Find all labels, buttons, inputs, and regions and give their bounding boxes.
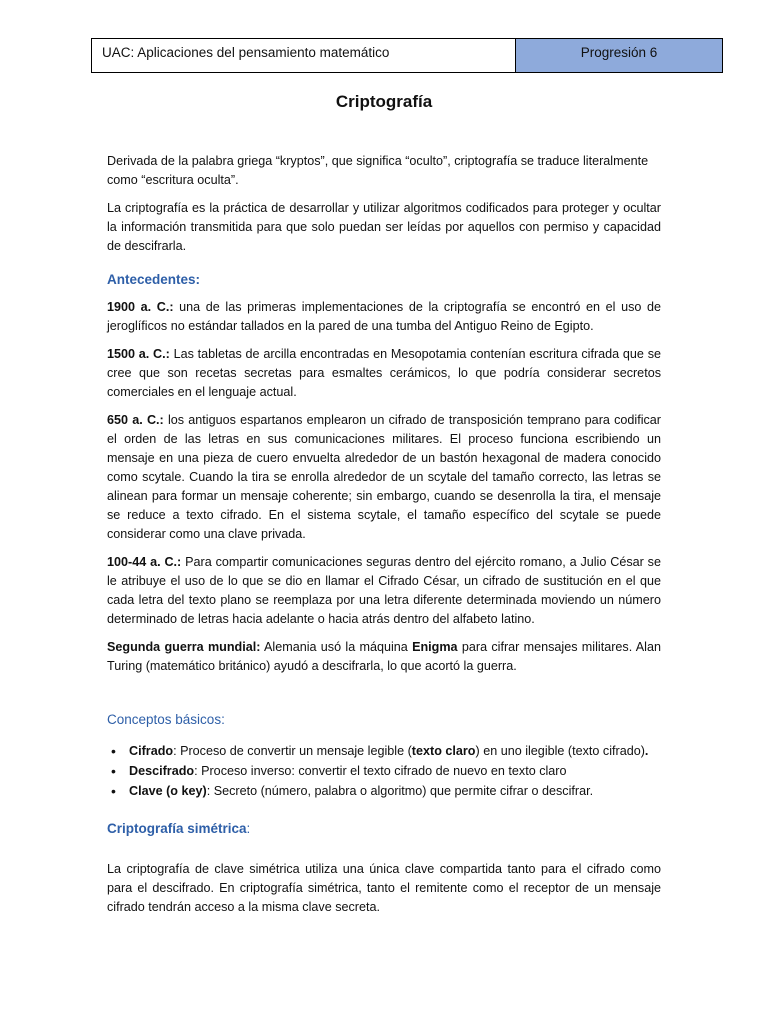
list-item <box>129 741 661 761</box>
antecedentes-heading: Antecedentes: <box>107 272 201 287</box>
conceptos-list <box>107 741 661 801</box>
ww2-text-after: para cifrar mensajes militares. Alan Turing (matemático británico) ayudó a descifrarla, lo que acortó la guerra. <box>107 640 661 673</box>
conceptos-heading: Conceptos básicos: <box>107 712 225 727</box>
antecedente-1900 <box>107 298 661 336</box>
antecedente-650 <box>107 411 661 544</box>
date-label: 650 a. C.: <box>107 413 164 427</box>
concept-text-b: ) en uno ilegible (texto cifrado) <box>475 744 645 758</box>
intro-paragraph-1: Derivada de la palabra griega “kryptos”, que significa “oculto”, criptografía se traduce literalmente como “escritura oculta”. <box>107 154 649 187</box>
header-table <box>91 38 723 73</box>
simetrica-heading-colon: : <box>246 821 251 836</box>
date-label: 100-44 a. C.: <box>107 555 182 569</box>
enigma-term: Enigma <box>412 640 458 654</box>
simetrica-paragraph: La criptografía de clave simétrica utiliza una única clave compartida tanto para el cifrado como para el descifrado. En criptografía simétrica, tanto el remitente como el receptor de un mensaje cifrado tendrán acceso a la misma clave secreta. <box>107 862 661 914</box>
antecedente-100-44 <box>107 553 661 629</box>
concept-text: : Secreto (número, palabra o algoritmo) que permite cifrar o descifrar. <box>206 784 594 798</box>
antecedente-ww2 <box>107 638 661 676</box>
antecedente-text: Las tabletas de arcilla encontradas en Mesopotamia contenían escritura cifrada que se cree que son recetas secretas para esmaltes cerámicos, lo que podría considerar secretos comerciales en el lenguaje actual. <box>107 347 661 399</box>
uac-cell: UAC: Aplicaciones del pensamiento matemático <box>92 39 516 72</box>
concept-text: : Proceso de convertir un mensaje legible ( <box>173 744 412 758</box>
antecedente-1500 <box>107 345 661 402</box>
date-label: Segunda guerra mundial: <box>107 640 261 654</box>
simetrica-heading-text: Criptografía simétrica <box>107 821 247 836</box>
antecedente-text: una de las primeras implementaciones de la criptografía se encontró en el uso de jeroglíficos no estándar tallados en la pared de una tumba del Antiguo Reino de Egipto. <box>107 300 661 333</box>
concept-term: Clave (o key) <box>129 784 207 798</box>
intro-paragraph-2: La criptografía es la práctica de desarrollar y utilizar algoritmos codificados para proteger y ocultar la información transmitida para que solo puedan ser leídas por aquellos con permiso y capacidad de descifrarla. <box>107 201 661 253</box>
concept-text: : Proceso inverso: convertir el texto cifrado de nuevo en texto claro <box>194 764 567 778</box>
concept-bold: texto claro <box>411 744 476 758</box>
simetrica-heading <box>107 819 661 838</box>
list-item <box>129 781 661 801</box>
document-body <box>107 152 661 926</box>
page-title: Criptografía <box>335 92 433 111</box>
antecedente-text: Para compartir comunicaciones seguras dentro del ejército romano, a Julio César se le atribuye el uso de lo que se dio en llamar el Cifrado César, un cifrado de sustitución en el que cada letra del texto plano se reemplaza por una letra diferente determinada moviendo un número determinado de letras hacia adelante o hacia atrás dentro del alfabeto latino. <box>107 555 661 626</box>
ww2-text-before: Alemania usó la máquina <box>260 640 413 654</box>
date-label: 1900 a. C.: <box>107 300 174 314</box>
date-label: 1500 a. C.: <box>107 347 170 361</box>
progression-cell: Progresión 6 <box>516 39 722 72</box>
concept-end: . <box>644 744 649 758</box>
antecedente-text: los antiguos espartanos emplearon un cifrado de transposición temprano para codificar el orden de las letras en sus comunicaciones militares. El proceso funciona escribiendo un mensaje en una pieza de cuero envuelta alrededor de un bastón hexagonal de madera conocido como scytale. Cuando la tira se enrolla alrededor de un scytale del tamaño correcto, las letras se alinean para formar un mensaje coherente; sin embargo, cuando se desenrolla la tira, el mensaje se reduce a texto cifrado. En el sistema scytale, el tamaño específico del scytale se puede considerar como una clave privada. <box>107 413 661 541</box>
concept-term: Cifrado <box>129 744 174 758</box>
concept-term: Descifrado <box>129 764 195 778</box>
list-item <box>129 761 661 781</box>
